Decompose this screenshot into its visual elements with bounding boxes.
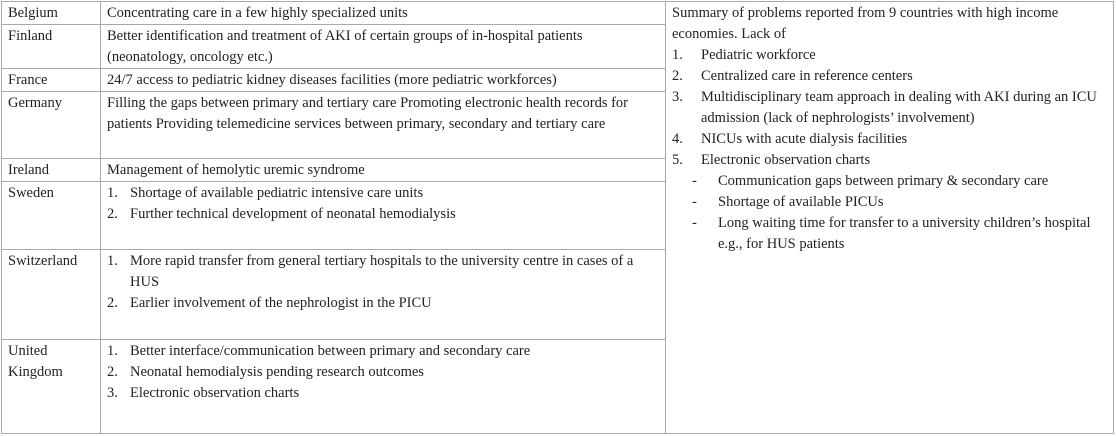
item-text: Earlier involvement of the nephrologist in the PICU [130,295,432,311]
measure-cell [101,340,666,434]
item-number: 4. [672,131,683,147]
item-text: Electronic observation charts [130,385,300,401]
list-item [107,383,659,404]
numbered-list [107,183,659,225]
country-cell: United Kingdom [2,340,101,434]
list-item [107,293,659,314]
summary-cell [666,2,1114,434]
item-number: 2. [107,206,118,222]
measure-cell: Management of hemolytic uremic syndrome [101,159,666,182]
measure-cell [101,182,666,250]
measure-cell [101,250,666,340]
country-cell: Switzerland [2,250,101,340]
dash-marker: - [692,173,697,189]
list-item [672,66,1107,87]
list-item [107,183,659,204]
item-text: Multidisciplinary team approach in dealing with AKI during an ICU admission (lack of nephrologists’ involvement) [701,89,1097,126]
table-row [2,2,1114,25]
country-cell: Germany [2,92,101,159]
sub-item-text: Communication gaps between primary & secondary care [718,173,1049,189]
numbered-list [107,341,659,404]
measure-cell: Filling the gaps between primary and tertiary care Promoting electronic health records for patients Providing telemedicine services between primary, secondary and tertiary care [101,92,666,159]
item-text: More rapid transfer from general tertiary hospitals to the university centre in cases of a HUS [130,253,634,290]
item-text: Shortage of available pediatric intensive care units [130,185,424,201]
item-number: 1. [107,185,118,201]
list-item [107,251,659,293]
list-item [672,150,1107,255]
measure-cell: Concentrating care in a few highly specialized units [101,2,666,25]
item-text: Better interface/communication between primary and secondary care [130,343,531,359]
item-number: 1. [672,47,683,63]
item-number: 1. [107,343,118,359]
numbered-list [107,251,659,314]
sub-item-text: Shortage of available PICUs [718,194,884,210]
sub-list [672,171,1107,255]
item-text: Pediatric workforce [701,47,816,63]
country-cell: Sweden [2,182,101,250]
item-text: Further technical development of neonatal hemodialysis [130,206,456,222]
item-number: 1. [107,253,118,269]
sub-item [692,213,1107,255]
list-item [107,204,659,225]
item-number: 3. [107,385,118,401]
measure-cell: Better identification and treatment of AKI of certain groups of in-hospital patients (neonatology, oncology etc.) [101,25,666,69]
sub-item [692,171,1107,192]
country-cell: Belgium [2,2,101,25]
sub-item [692,192,1107,213]
dash-marker: - [692,215,697,231]
item-text: Electronic observation charts [701,152,871,168]
problems-table [1,1,1114,434]
country-cell: Ireland [2,159,101,182]
item-number: 2. [107,364,118,380]
measure-cell: 24/7 access to pediatric kidney diseases facilities (more pediatric workforces) [101,69,666,92]
dash-marker: - [692,194,697,210]
list-item [107,341,659,362]
item-number: 5. [672,152,683,168]
item-text: Neonatal hemodialysis pending research outcomes [130,364,424,380]
item-text: Centralized care in reference centers [701,68,913,84]
list-item [672,129,1107,150]
country-cell: France [2,69,101,92]
summary-intro: Summary of problems reported from 9 countries with high income economies. Lack of [672,5,1059,42]
country-cell: Finland [2,25,101,69]
item-text: NICUs with acute dialysis facilities [701,131,908,147]
item-number: 2. [107,295,118,311]
list-item [107,362,659,383]
item-number: 3. [672,89,683,105]
list-item [672,45,1107,66]
summary-list [672,45,1107,255]
item-number: 2. [672,68,683,84]
list-item [672,87,1107,129]
sub-item-text: Long waiting time for transfer to a university children’s hospital e.g., for HUS patients [718,215,1091,252]
